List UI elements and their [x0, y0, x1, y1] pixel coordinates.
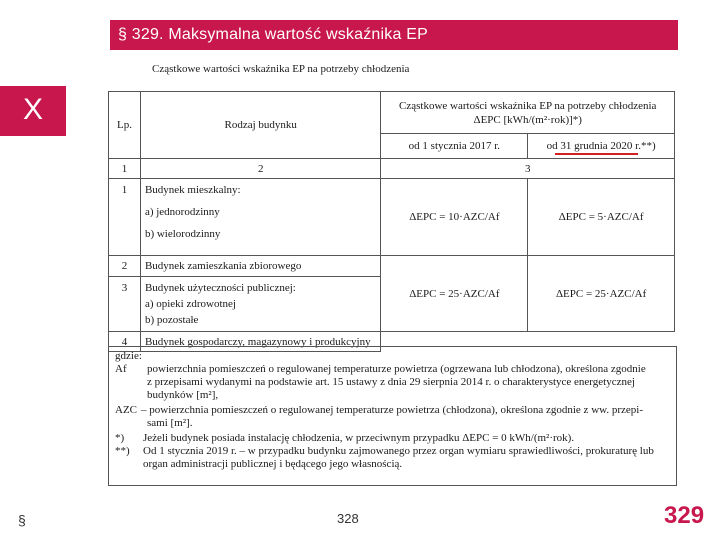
- row3-type-cell: [140, 277, 381, 332]
- header-values: [381, 92, 675, 134]
- footnote-1: Jeżeli budynek posiada instalację chłodzenia, w przeciwnym przypadku ΔEPC = 0 kWh/(m²·rok).: [143, 432, 575, 444]
- notes-af-line-2: z przepisami wydanymi na podstawie art. 15 ustawy z dnia 29 sierpnia 2014 r. o charakterystyce energetycznej: [147, 376, 635, 388]
- footer-section-link[interactable]: §: [18, 512, 26, 528]
- notes-azc-symbol: AZC: [115, 404, 137, 416]
- row1-type: Budynek mieszkalny:: [144, 184, 241, 196]
- footer-prev-page-link[interactable]: 328: [337, 511, 359, 526]
- footnote-2-line-1: Od 1 stycznia 2019 r. – w przypadku budynku zajmowanego przez organ wymiaru sprawiedliwości, prokuraturę lub: [143, 445, 654, 457]
- row23-2020: ΔEPC = 25·AZC/Af: [528, 256, 675, 332]
- notes-af-symbol: Af: [115, 363, 127, 375]
- row3-type: Budynek użyteczności publicznej:: [144, 282, 296, 294]
- row1-2017: ΔEPC = 10·AZC/Af: [381, 179, 528, 256]
- row3-a: a) opieki zdrowotnej: [144, 298, 236, 310]
- footer-page-number: 329: [664, 502, 705, 529]
- header-2020: [528, 134, 675, 159]
- header-values-title: Cząstkowe wartości wskaźnika EP na potrzeby chłodzenia: [399, 99, 657, 112]
- notes-azc-line-2: sami [m²].: [147, 417, 193, 429]
- row4-lp: 4: [109, 332, 141, 352]
- slide-title: § 329. Maksymalna wartość wskaźnika EP: [118, 26, 428, 43]
- footnote-2-line-2: organ administracji publicznej i będącego jego własnością.: [143, 458, 403, 470]
- header-2017: od 1 stycznia 2017 r.: [381, 134, 528, 159]
- table-caption: Cząstkowe wartości wskaźnika EP na potrzeby chłodzenia: [152, 63, 410, 75]
- row2-lp: 2: [109, 256, 141, 277]
- row1-2020: ΔEPC = 5·AZC/Af: [528, 179, 675, 256]
- header-type: Rodzaj budynku: [140, 92, 381, 159]
- side-x-label: X: [22, 93, 43, 126]
- footnote-2-mark: **): [115, 445, 130, 457]
- row23-2017: ΔEPC = 25·AZC/Af: [381, 256, 528, 332]
- ep-values-table: [108, 91, 675, 352]
- notes-af-line-3: budynków [m²],: [147, 389, 219, 401]
- row4-type: Budynek gospodarczy, magazynowy i produkcyjny: [140, 332, 381, 352]
- document-scan: [108, 58, 676, 488]
- row1-a: a) jednorodzinny: [144, 206, 220, 218]
- num-2: 2: [140, 159, 381, 179]
- header-2020-text: od 31 grudnia 2020 r.**): [546, 140, 656, 152]
- num-1: 1: [109, 159, 141, 179]
- row2-type: Budynek zamieszkania zbiorowego: [140, 256, 381, 277]
- row3-b: b) pozostałe: [144, 314, 199, 326]
- row1-lp: 1: [109, 179, 141, 256]
- side-x-button[interactable]: [0, 86, 66, 136]
- header-lp: Lp.: [109, 92, 141, 159]
- row3-lp: 3: [109, 277, 141, 332]
- table-notes: [108, 346, 677, 486]
- notes-gdzie: gdzie:: [115, 350, 142, 362]
- row1-type-cell: [140, 179, 381, 256]
- row1-b: b) wielorodzinny: [144, 228, 221, 240]
- num-3: 3: [381, 159, 675, 179]
- footnote-1-mark: *): [115, 432, 125, 444]
- notes-azc-line-1: – powierzchnia pomieszczeń o regulowanej temperaturze powietrza (chłodzona), określona zgodnie z ww. przepi-: [141, 404, 644, 416]
- header-values-unit: ΔEPC [kWh/(m²·rok)]*): [473, 113, 582, 126]
- slide-title-bar: [110, 20, 678, 50]
- notes-af-line-1: powierzchnia pomieszczeń o regulowanej temperaturze powietrza (ogrzewana lub chłodzona), określona zgodnie: [147, 363, 646, 375]
